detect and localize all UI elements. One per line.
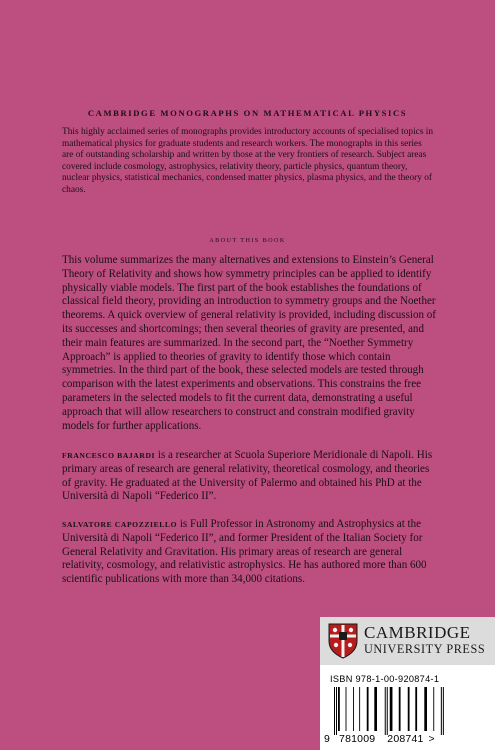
barcode-bar — [415, 687, 417, 731]
barcode — [330, 687, 480, 735]
barcode-guard-bar — [441, 687, 442, 735]
series-description: This highly acclaimed series of monographs provides introductory accounts of specialised topics in mathematical physics for graduate students and research workers. The monographs in this series are of outstanding scholarship and written by those at the very frontiers of research. Subject areas covered include cosmology, astrophysics, relativity theory, particle physics, quantum theory, nuclear physics, statistical mechanics, condensed matter physics, plasma physics, and the theory of chaos. — [62, 127, 434, 195]
author-name: SALVATORE CAPOZZIELLO — [62, 520, 178, 529]
author-bio-capozziello — [62, 518, 436, 587]
ean-group-right: 208741 — [387, 733, 424, 745]
author-bio-text: is Full Professor in Astronomy and Astrophysics at the Università di Napoli “Federico II”, and former President of the Italian Society for General Relativity and Gravitation. His primary areas of research are general relativity, cosmology, and relativistic astrophysics. He has authored more than 600 scientific publications with more than 34,000 citations. — [62, 518, 427, 586]
publisher-name-line2: UNIVERSITY PRESS — [364, 642, 486, 656]
barcode-bar — [338, 687, 340, 731]
ean-group-left: 781009 — [339, 733, 376, 745]
about-description: This volume summarizes the many alternatives and extensions to Einstein’s General Theory of Relativity and shows how symmetry principles can be applied to identify physically viable models. The first part of the book establishes the foundations of classical field theory, providing an introduction to symmetry groups and the Noether theorems. A quick overview of general relativity is provided, including discussion of its successes and shortcomings; then several theories of gravity are presented, and their main features are summarized. In the second part, the “Noether Symmetry Approach” is applied to theories of gravity to identify those which contain symmetries. In the third part of the book, these selected models are tested through comparison with the latest experiments and observations. This constrains the free parameters in the selected models to fit the current data, demonstrating a useful approach that will allow researchers to construct and constrain modified gravity models for further applications. — [62, 254, 436, 432]
cambridge-crest-icon — [328, 623, 358, 659]
author-name: FRANCESCO BAJARDI — [62, 451, 156, 460]
ean-lead-digit: 9 — [324, 733, 331, 745]
publisher-name — [364, 624, 485, 656]
barcode-bar — [359, 687, 360, 731]
barcode-bar — [433, 687, 434, 731]
author-bio-text: is a researcher at Scuola Superiore Meridionale di Napoli. His primary areas of research are general relativity, theoretical cosmology, and theories of gravity. He graduated at the University of Palermo and obtained his PhD at the Università di Napoli “Federico II”. — [62, 449, 433, 503]
publisher-logo — [320, 617, 495, 665]
author-bio-bajardi — [62, 449, 436, 504]
ean-quiet-zone-mark: > — [428, 733, 435, 745]
barcode-bar — [390, 687, 393, 731]
barcode-bar — [353, 687, 354, 731]
ean-digits — [324, 733, 490, 745]
barcode-guard-bar — [387, 687, 388, 735]
barcode-guard-bar — [334, 687, 335, 735]
barcode-guard-bar — [336, 687, 337, 735]
barcode-bar — [367, 687, 369, 731]
about-heading: ABOUT THIS BOOK — [209, 237, 286, 244]
barcode-bar — [408, 687, 410, 731]
series-title: CAMBRIDGE MONOGRAPHS ON MATHEMATICAL PHYSICS — [87, 108, 408, 118]
barcode-panel — [320, 665, 495, 750]
barcode-bar — [374, 687, 377, 731]
barcode-bar — [399, 687, 401, 731]
barcode-bar — [424, 687, 427, 731]
barcode-guard-bar — [385, 687, 386, 735]
barcode-bar — [346, 687, 347, 731]
barcode-guard-bar — [443, 687, 444, 735]
publisher-name-line1: CAMBRIDGE — [364, 623, 471, 642]
isbn-label: ISBN 978-1-00-920874-1 — [330, 674, 440, 684]
